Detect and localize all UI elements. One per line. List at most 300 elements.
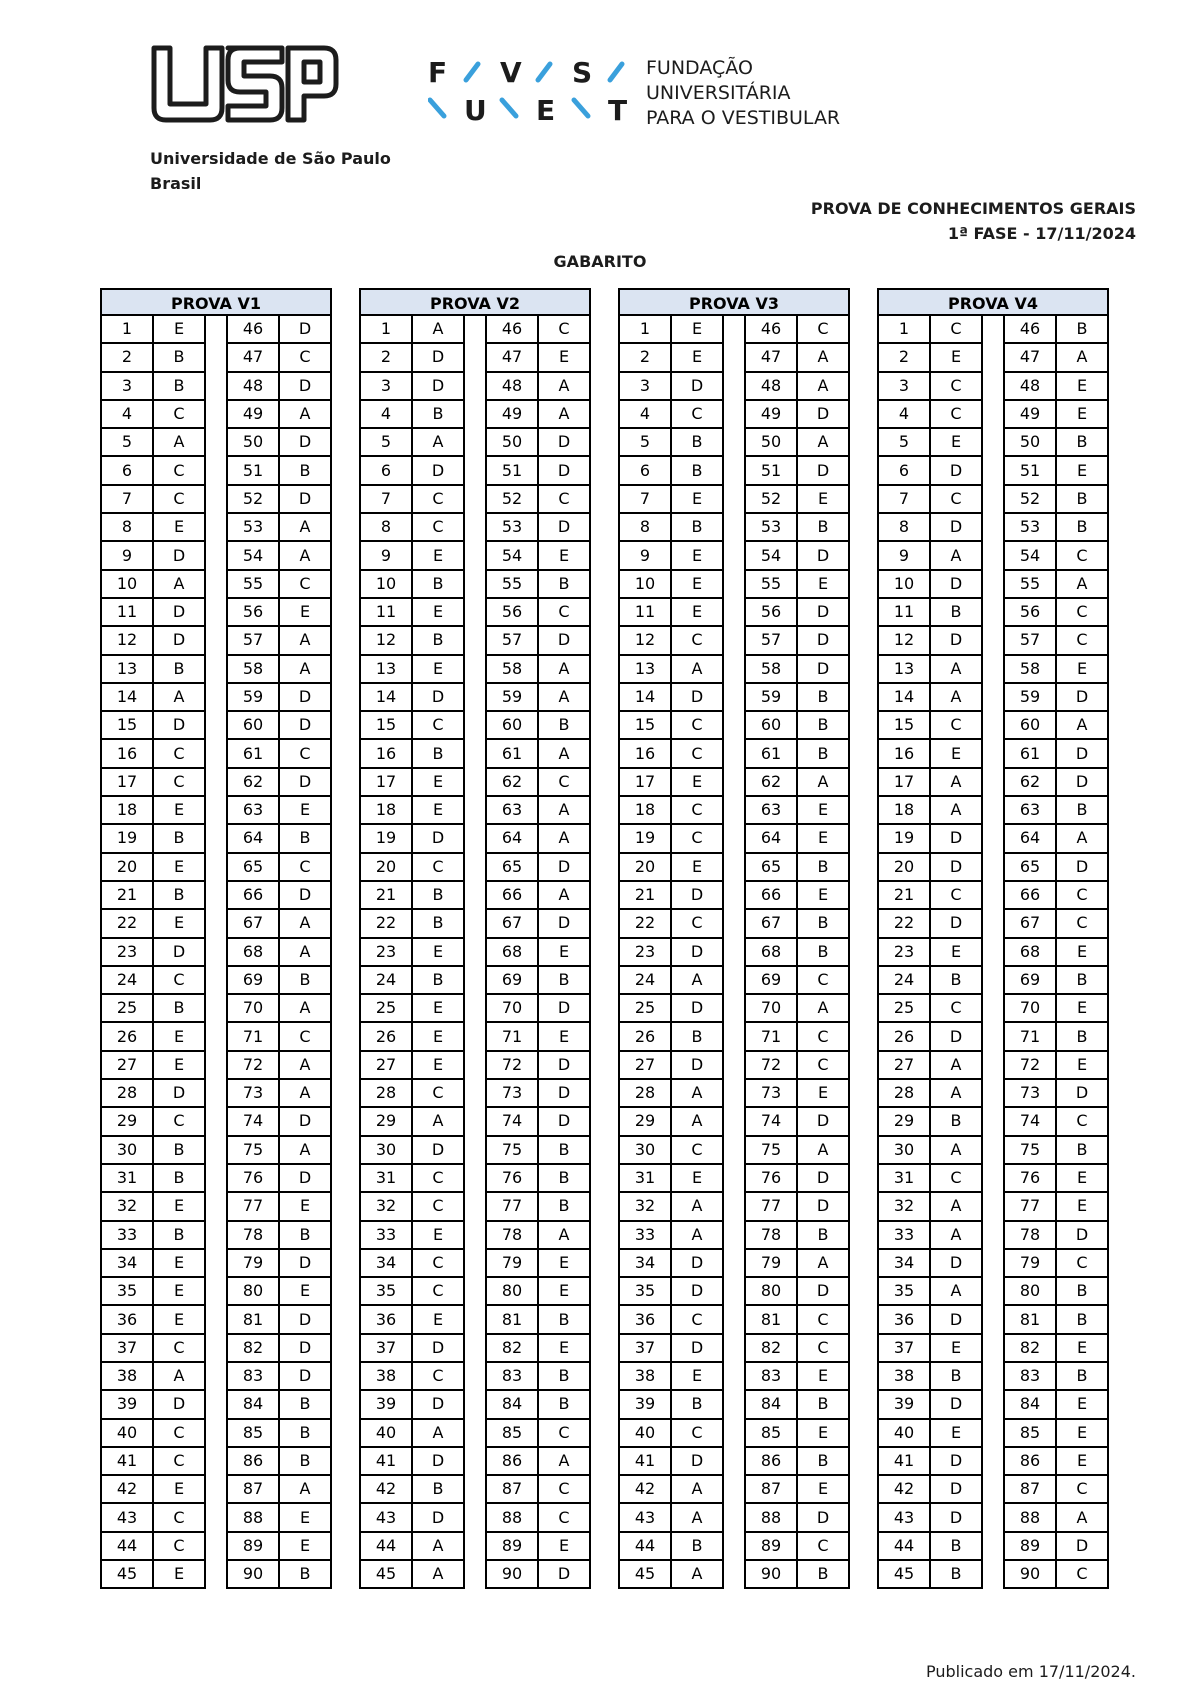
- answer-letter: B: [797, 938, 849, 966]
- answer-letter: B: [538, 1192, 590, 1220]
- answer-letter: B: [153, 881, 205, 909]
- question-number: 57: [1004, 626, 1056, 654]
- answer-row: [745, 966, 849, 994]
- answer-letter: A: [279, 400, 331, 428]
- answer-row: [619, 513, 723, 541]
- answer-row: [1004, 966, 1108, 994]
- answer-row: [101, 1419, 205, 1447]
- answer-column: [359, 316, 465, 1589]
- question-number: 79: [227, 1249, 279, 1277]
- answer-letter: A: [538, 655, 590, 683]
- question-number: 24: [360, 966, 412, 994]
- answer-row: [227, 1051, 331, 1079]
- question-number: 65: [227, 853, 279, 881]
- answer-letter: E: [412, 994, 464, 1022]
- answer-row: [101, 626, 205, 654]
- question-number: 64: [486, 824, 538, 852]
- answer-letter: D: [671, 1051, 723, 1079]
- answer-row: [360, 796, 464, 824]
- answer-row: [486, 683, 590, 711]
- question-number: 27: [878, 1051, 930, 1079]
- answer-key-v3: [618, 288, 850, 1589]
- answer-row: [619, 1079, 723, 1107]
- question-number: 74: [486, 1107, 538, 1135]
- answer-letter: A: [412, 1419, 464, 1447]
- answer-letter: B: [153, 343, 205, 371]
- answer-letter: C: [671, 796, 723, 824]
- answer-letter: E: [412, 1022, 464, 1050]
- question-number: 74: [1004, 1107, 1056, 1135]
- answer-row: [227, 456, 331, 484]
- answer-row: [360, 1532, 464, 1560]
- question-number: 75: [227, 1136, 279, 1164]
- question-number: 13: [360, 655, 412, 683]
- answer-letter: B: [412, 909, 464, 937]
- answer-row: [745, 1305, 849, 1333]
- answer-row: [227, 400, 331, 428]
- answer-letter: B: [797, 1560, 849, 1588]
- answer-row: [486, 456, 590, 484]
- answer-letter: B: [538, 1390, 590, 1418]
- question-number: 31: [360, 1164, 412, 1192]
- question-number: 19: [878, 824, 930, 852]
- answer-row: [101, 1051, 205, 1079]
- answer-row: [745, 1249, 849, 1277]
- answer-row: [619, 485, 723, 513]
- answer-row: [1004, 1532, 1108, 1560]
- question-number: 25: [878, 994, 930, 1022]
- answer-row: [486, 1277, 590, 1305]
- answer-letter: C: [412, 485, 464, 513]
- answer-row: [619, 1022, 723, 1050]
- question-number: 48: [745, 372, 797, 400]
- question-number: 62: [486, 768, 538, 796]
- answer-row: [486, 626, 590, 654]
- answer-letter: C: [930, 372, 982, 400]
- answer-row: [878, 1447, 982, 1475]
- answer-row: [360, 626, 464, 654]
- answer-row: [619, 1277, 723, 1305]
- answer-row: [878, 683, 982, 711]
- answer-letter: A: [153, 428, 205, 456]
- question-number: 49: [745, 400, 797, 428]
- question-number: 87: [486, 1475, 538, 1503]
- answer-letter: E: [538, 1334, 590, 1362]
- answer-row: [1004, 938, 1108, 966]
- question-number: 29: [878, 1107, 930, 1135]
- answer-row: [619, 570, 723, 598]
- answer-letter: A: [930, 1277, 982, 1305]
- question-number: 89: [745, 1532, 797, 1560]
- answer-letter: D: [1056, 1079, 1108, 1107]
- question-number: 66: [1004, 881, 1056, 909]
- question-number: 33: [619, 1221, 671, 1249]
- answer-row: [745, 1221, 849, 1249]
- question-number: 48: [1004, 372, 1056, 400]
- answer-column: [877, 316, 983, 1589]
- answer-row: [101, 711, 205, 739]
- answer-letter: E: [153, 1249, 205, 1277]
- answer-key-title: PROVA V2: [359, 288, 591, 316]
- answer-row: [1004, 456, 1108, 484]
- question-number: 52: [1004, 485, 1056, 513]
- answer-row: [745, 1107, 849, 1135]
- answer-letter: E: [153, 316, 205, 343]
- answer-row: [619, 1249, 723, 1277]
- question-number: 57: [486, 626, 538, 654]
- question-number: 73: [1004, 1079, 1056, 1107]
- answer-row: [101, 570, 205, 598]
- question-number: 75: [486, 1136, 538, 1164]
- question-number: 43: [360, 1503, 412, 1531]
- question-number: 16: [360, 739, 412, 767]
- question-number: 55: [745, 570, 797, 598]
- answer-row: [486, 796, 590, 824]
- answer-row: [878, 1107, 982, 1135]
- answer-letter: D: [797, 655, 849, 683]
- answer-row: [101, 1079, 205, 1107]
- question-number: 20: [101, 853, 153, 881]
- answer-row: [619, 796, 723, 824]
- answer-row: [486, 1249, 590, 1277]
- answer-letter: D: [930, 1503, 982, 1531]
- answer-key-title: PROVA V1: [100, 288, 332, 316]
- answer-letter: C: [153, 768, 205, 796]
- question-number: 60: [745, 711, 797, 739]
- answer-letter: B: [538, 1136, 590, 1164]
- answer-row: [1004, 1305, 1108, 1333]
- answer-letter: E: [797, 824, 849, 852]
- answer-row: [619, 1334, 723, 1362]
- question-number: 87: [227, 1475, 279, 1503]
- question-number: 14: [101, 683, 153, 711]
- question-number: 49: [227, 400, 279, 428]
- answer-letter: A: [279, 655, 331, 683]
- question-number: 32: [619, 1192, 671, 1220]
- question-number: 51: [745, 456, 797, 484]
- answer-letter: A: [930, 1192, 982, 1220]
- question-number: 23: [360, 938, 412, 966]
- answer-row: [878, 739, 982, 767]
- question-number: 9: [360, 541, 412, 569]
- answer-row: [486, 1475, 590, 1503]
- answer-row: [878, 570, 982, 598]
- answer-row: [360, 428, 464, 456]
- answer-letter: A: [797, 1136, 849, 1164]
- answer-row: [745, 1419, 849, 1447]
- answer-row: [227, 1022, 331, 1050]
- answer-letter: D: [279, 683, 331, 711]
- question-number: 67: [1004, 909, 1056, 937]
- answer-letter: D: [538, 1079, 590, 1107]
- question-number: 81: [486, 1305, 538, 1333]
- answer-row: [101, 1164, 205, 1192]
- question-number: 14: [878, 683, 930, 711]
- question-number: 65: [1004, 853, 1056, 881]
- answer-letter: D: [671, 1277, 723, 1305]
- question-number: 77: [1004, 1192, 1056, 1220]
- question-number: 7: [101, 485, 153, 513]
- answer-row: [745, 428, 849, 456]
- answer-letter: E: [1056, 1419, 1108, 1447]
- answer-letter: B: [279, 1390, 331, 1418]
- question-number: 63: [745, 796, 797, 824]
- answer-letter: D: [930, 1390, 982, 1418]
- answer-letter: C: [153, 1107, 205, 1135]
- answer-letter: C: [1056, 1249, 1108, 1277]
- question-number: 1: [360, 316, 412, 343]
- answer-letter: B: [279, 1560, 331, 1588]
- answer-row: [486, 343, 590, 371]
- answer-letter: E: [671, 343, 723, 371]
- question-number: 71: [745, 1022, 797, 1050]
- answer-letter: B: [412, 400, 464, 428]
- question-number: 22: [619, 909, 671, 937]
- question-number: 64: [745, 824, 797, 852]
- question-number: 58: [227, 655, 279, 683]
- question-number: 8: [360, 513, 412, 541]
- answer-row: [878, 1079, 982, 1107]
- question-number: 78: [486, 1221, 538, 1249]
- university-block: [150, 146, 391, 196]
- question-number: 13: [101, 655, 153, 683]
- foundation-line: UNIVERSITÁRIA: [646, 82, 791, 104]
- answer-row: [878, 1334, 982, 1362]
- question-number: 34: [360, 1249, 412, 1277]
- answer-letter: A: [930, 1051, 982, 1079]
- question-number: 70: [745, 994, 797, 1022]
- question-number: 5: [101, 428, 153, 456]
- answer-row: [878, 994, 982, 1022]
- answer-row: [360, 456, 464, 484]
- answer-letter: A: [279, 513, 331, 541]
- answer-letter: B: [930, 1362, 982, 1390]
- question-number: 8: [619, 513, 671, 541]
- answer-column: [485, 316, 591, 1589]
- answer-row: [360, 541, 464, 569]
- answer-row: [227, 1334, 331, 1362]
- answer-row: [1004, 683, 1108, 711]
- answer-letter: B: [671, 428, 723, 456]
- question-number: 30: [360, 1136, 412, 1164]
- question-number: 37: [619, 1334, 671, 1362]
- question-number: 4: [619, 400, 671, 428]
- answer-row: [619, 372, 723, 400]
- published-date: Publicado em 17/11/2024.: [925, 1662, 1136, 1681]
- answer-row: [101, 1447, 205, 1475]
- question-number: 86: [486, 1447, 538, 1475]
- question-number: 77: [486, 1192, 538, 1220]
- answer-row: [360, 316, 464, 343]
- answer-row: [745, 456, 849, 484]
- question-number: 82: [227, 1334, 279, 1362]
- answer-row: [1004, 824, 1108, 852]
- answer-letter: B: [1056, 796, 1108, 824]
- answer-row: [227, 1305, 331, 1333]
- answer-letter: D: [412, 1503, 464, 1531]
- question-number: 30: [101, 1136, 153, 1164]
- answer-row: [101, 456, 205, 484]
- answer-letter: E: [671, 1164, 723, 1192]
- question-number: 28: [101, 1079, 153, 1107]
- question-number: 58: [745, 655, 797, 683]
- question-number: 76: [1004, 1164, 1056, 1192]
- question-number: 41: [101, 1447, 153, 1475]
- question-number: 79: [486, 1249, 538, 1277]
- answer-letter: C: [153, 1419, 205, 1447]
- answer-row: [101, 1136, 205, 1164]
- question-number: 47: [745, 343, 797, 371]
- answer-key-title: PROVA V3: [618, 288, 850, 316]
- answer-row: [1004, 570, 1108, 598]
- question-number: 47: [227, 343, 279, 371]
- answer-row: [360, 938, 464, 966]
- answer-letter: D: [1056, 1532, 1108, 1560]
- answer-row: [486, 1390, 590, 1418]
- answer-letter: A: [538, 824, 590, 852]
- answer-row: [486, 1221, 590, 1249]
- answer-row: [878, 966, 982, 994]
- answer-row: [1004, 626, 1108, 654]
- question-number: 81: [745, 1305, 797, 1333]
- answer-row: [1004, 513, 1108, 541]
- question-number: 72: [745, 1051, 797, 1079]
- answer-row: [360, 400, 464, 428]
- question-number: 48: [227, 372, 279, 400]
- answer-row: [619, 626, 723, 654]
- answer-letter: D: [153, 541, 205, 569]
- answer-row: [1004, 909, 1108, 937]
- question-number: 23: [878, 938, 930, 966]
- answer-row: [360, 598, 464, 626]
- answer-row: [227, 428, 331, 456]
- answer-row: [360, 1022, 464, 1050]
- answer-row: [1004, 372, 1108, 400]
- question-number: 63: [227, 796, 279, 824]
- answer-letter: E: [797, 1362, 849, 1390]
- question-number: 73: [745, 1079, 797, 1107]
- question-number: 75: [745, 1136, 797, 1164]
- question-number: 28: [619, 1079, 671, 1107]
- question-number: 53: [745, 513, 797, 541]
- answer-letter: C: [1056, 626, 1108, 654]
- question-number: 42: [360, 1475, 412, 1503]
- answer-letter: E: [1056, 1164, 1108, 1192]
- answer-row: [878, 456, 982, 484]
- answer-row: [878, 316, 982, 343]
- question-number: 56: [745, 598, 797, 626]
- question-number: 52: [227, 485, 279, 513]
- question-number: 72: [227, 1051, 279, 1079]
- question-number: 1: [878, 316, 930, 343]
- answer-row: [619, 1305, 723, 1333]
- answer-letter: B: [1056, 513, 1108, 541]
- answer-letter: C: [153, 400, 205, 428]
- answer-letter: E: [538, 1277, 590, 1305]
- answer-letter: D: [671, 683, 723, 711]
- answer-row: [878, 1249, 982, 1277]
- question-number: 88: [1004, 1503, 1056, 1531]
- question-number: 79: [1004, 1249, 1056, 1277]
- question-number: 83: [227, 1362, 279, 1390]
- answer-row: [486, 1305, 590, 1333]
- answer-letter: A: [671, 655, 723, 683]
- answer-row: [486, 938, 590, 966]
- answer-letter: A: [412, 316, 464, 343]
- foundation-line: FUNDAÇÃO: [646, 57, 753, 79]
- answer-letter: D: [279, 711, 331, 739]
- answer-row: [745, 711, 849, 739]
- answer-letter: A: [279, 1136, 331, 1164]
- answer-letter: E: [1056, 938, 1108, 966]
- question-number: 7: [360, 485, 412, 513]
- answer-row: [486, 598, 590, 626]
- question-number: 33: [101, 1221, 153, 1249]
- answer-letter: B: [930, 598, 982, 626]
- answer-letter: D: [279, 428, 331, 456]
- answer-key-body: [359, 316, 591, 1589]
- question-number: 86: [745, 1447, 797, 1475]
- answer-row: [360, 909, 464, 937]
- question-number: 23: [101, 938, 153, 966]
- question-number: 48: [486, 372, 538, 400]
- answer-letter: C: [412, 1362, 464, 1390]
- question-number: 67: [227, 909, 279, 937]
- answer-letter: D: [153, 711, 205, 739]
- answer-letter: E: [538, 541, 590, 569]
- question-number: 42: [619, 1475, 671, 1503]
- answer-row: [619, 1221, 723, 1249]
- answer-row: [101, 1475, 205, 1503]
- answer-row: [360, 1136, 464, 1164]
- answer-letter: E: [412, 541, 464, 569]
- question-number: 17: [101, 768, 153, 796]
- answer-letter: E: [797, 1079, 849, 1107]
- answer-letter: D: [671, 881, 723, 909]
- answer-letter: B: [797, 513, 849, 541]
- answer-letter: B: [1056, 1362, 1108, 1390]
- answer-row: [101, 316, 205, 343]
- question-number: 66: [486, 881, 538, 909]
- answer-row: [101, 1532, 205, 1560]
- question-number: 30: [619, 1136, 671, 1164]
- fuvest-letter-v: V: [500, 56, 522, 89]
- question-number: 22: [878, 909, 930, 937]
- question-number: 60: [1004, 711, 1056, 739]
- answer-letter: A: [538, 400, 590, 428]
- question-number: 14: [360, 683, 412, 711]
- answer-letter: C: [930, 1164, 982, 1192]
- answer-row: [101, 739, 205, 767]
- answer-row: [486, 853, 590, 881]
- usp-logo: [150, 44, 340, 128]
- question-number: 69: [227, 966, 279, 994]
- answer-row: [486, 1503, 590, 1531]
- answer-letter: D: [930, 1249, 982, 1277]
- answer-row: [745, 796, 849, 824]
- answer-letter: C: [538, 316, 590, 343]
- question-number: 90: [1004, 1560, 1056, 1588]
- question-number: 47: [486, 343, 538, 371]
- question-number: 38: [101, 1362, 153, 1390]
- answer-row: [878, 1362, 982, 1390]
- answer-row: [745, 1475, 849, 1503]
- question-number: 28: [360, 1079, 412, 1107]
- fuvest-letter-t: T: [608, 94, 628, 126]
- answer-row: [1004, 1107, 1108, 1135]
- answer-row: [745, 626, 849, 654]
- answer-row: [878, 1277, 982, 1305]
